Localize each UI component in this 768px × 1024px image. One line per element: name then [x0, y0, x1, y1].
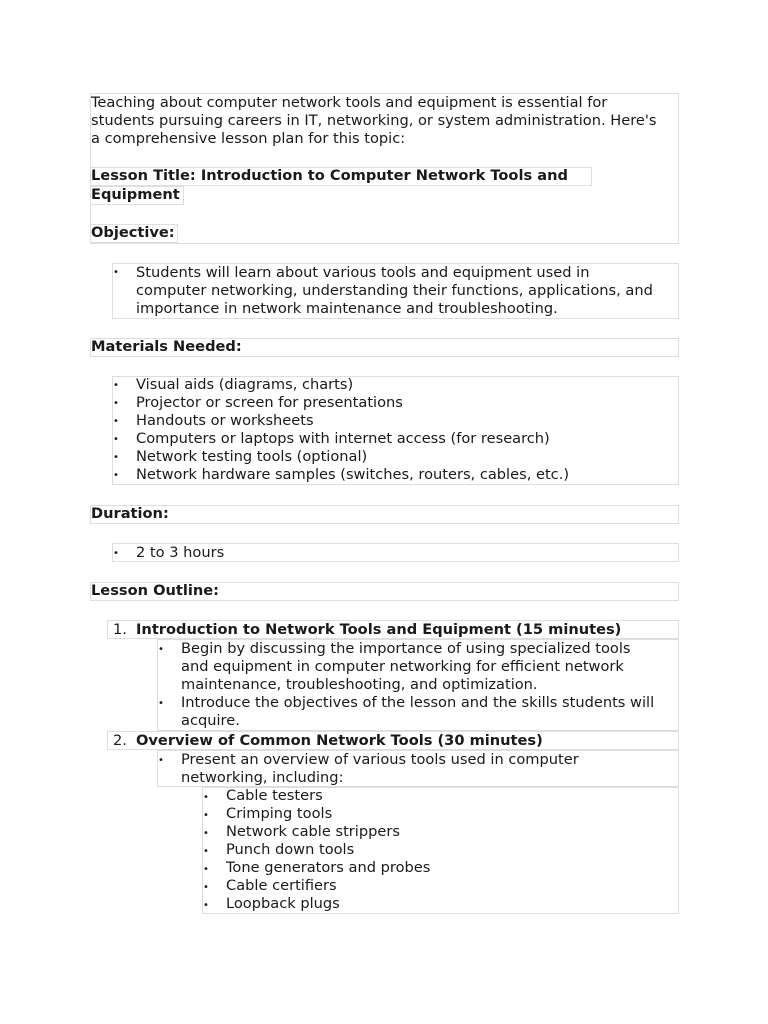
objective-heading: Objective:: [91, 224, 175, 241]
list-item: Cable testers: [226, 787, 323, 804]
list-item: Crimping tools: [226, 805, 333, 822]
intro-line: students pursuing careers in IT, networking, or system administration. Here's: [91, 112, 657, 129]
bullet-icon: •: [203, 828, 209, 839]
bullet-icon: •: [203, 882, 209, 893]
intro-line: Teaching about computer network tools and equipment is essential for: [91, 94, 608, 111]
duration-heading-box: [90, 505, 679, 524]
bullet-icon: •: [113, 267, 119, 278]
list-item: Punch down tools: [226, 841, 355, 858]
list-item: networking, including:: [181, 769, 344, 786]
bullet-icon: •: [113, 434, 119, 445]
list-item: 2 to 3 hours: [136, 544, 225, 561]
duration-heading: Duration:: [91, 505, 169, 522]
section-number: 2.: [113, 732, 127, 749]
bullet-icon: •: [203, 900, 209, 911]
list-item: and equipment in computer networking for efficient network: [181, 658, 624, 675]
list-item: Network hardware samples (switches, routers, cables, etc.): [136, 466, 570, 483]
bullet-icon: •: [203, 864, 209, 875]
list-item: Present an overview of various tools used in computer: [181, 751, 579, 768]
list-item: Visual aids (diagrams, charts): [136, 376, 354, 393]
lesson-title: Lesson Title: Introduction to Computer Network Tools and: [91, 167, 568, 184]
list-item: Network cable strippers: [226, 823, 400, 840]
list-item: computer networking, understanding their functions, applications, and: [136, 282, 653, 299]
list-item: Students will learn about various tools and equipment used in: [136, 264, 590, 281]
list-item: Begin by discussing the importance of using specialized tools: [181, 640, 631, 657]
bullet-icon: •: [203, 792, 209, 803]
bullet-icon: •: [113, 380, 119, 391]
bullet-icon: •: [113, 548, 119, 559]
list-item: maintenance, troubleshooting, and optimization.: [181, 676, 538, 693]
section-title: Introduction to Network Tools and Equipment (15 minutes): [136, 621, 622, 638]
bullet-icon: •: [203, 810, 209, 821]
list-item: Introduce the objectives of the lesson and the skills students will: [181, 694, 655, 711]
bullet-icon: •: [203, 846, 209, 857]
bullet-icon: •: [113, 398, 119, 409]
list-item: Handouts or worksheets: [136, 412, 314, 429]
bullet-icon: •: [113, 416, 119, 427]
materials-heading: Materials Needed:: [91, 338, 242, 355]
bullet-icon: •: [158, 698, 164, 709]
intro-line: a comprehensive lesson plan for this topic:: [91, 130, 406, 147]
list-item: Cable certifiers: [226, 877, 337, 894]
bullet-icon: •: [158, 755, 164, 766]
list-item: importance in network maintenance and troubleshooting.: [136, 300, 558, 317]
section-title: Overview of Common Network Tools (30 minutes): [136, 732, 543, 749]
bullet-icon: •: [113, 452, 119, 463]
list-item: Loopback plugs: [226, 895, 340, 912]
outline-heading: Lesson Outline:: [91, 582, 219, 599]
bullet-icon: •: [158, 644, 164, 655]
list-item: Network testing tools (optional): [136, 448, 368, 465]
lesson-title-cont: Equipment: [91, 186, 180, 203]
list-item: Tone generators and probes: [226, 859, 431, 876]
section-number: 1.: [113, 621, 127, 638]
list-item: Computers or laptops with internet access (for research): [136, 430, 550, 447]
list-item: acquire.: [181, 712, 240, 729]
list-item: Projector or screen for presentations: [136, 394, 403, 411]
bullet-icon: •: [113, 470, 119, 481]
